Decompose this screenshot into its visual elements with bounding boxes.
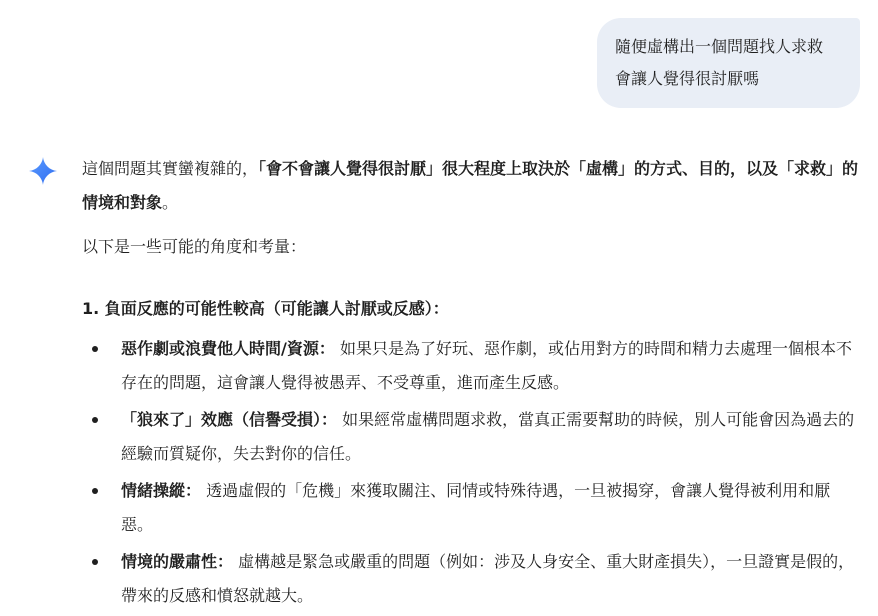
list-item-title: 情境的嚴肅性： <box>121 552 234 571</box>
intro-text-1: 這個問題其實蠻複雜的， <box>82 159 259 178</box>
list-item-text: 如果經常虛構問題求救，當真正需要幫助的時候，別人可能會因為過去的經驗而質疑你，失去對你的信任。 <box>121 410 855 463</box>
list-item-title: 「狼來了」效應（信譽受損）： <box>121 410 338 429</box>
section-heading-1: 1. 負面反應的可能性較高（可能讓人討厭或反感）： <box>82 299 449 318</box>
assistant-response <box>82 152 862 605</box>
list-item-text: 如果只是為了好玩、惡作劇，或佔用對方的時間和精力去處理一個根本不存在的問題，這會讓人覺得被愚弄、不受尊重，進而產生反感。 <box>121 339 852 392</box>
bullet-dot <box>92 417 98 423</box>
list-item <box>82 332 860 400</box>
bullet-dot <box>92 346 98 352</box>
intro-bold-text: 「會不會讓人覺得很討厭」很大程度上取決於「虛構」的方式、目的，以及「求救」的情境和對象 <box>82 159 859 212</box>
list-item-title: 情緒操縱： <box>121 481 202 500</box>
list-item <box>82 403 860 471</box>
response-subtitle: 以下是一些可能的角度和考量： <box>82 237 307 256</box>
user-message-line-1: 隨便虛構出一個問題找人求救 <box>615 37 824 56</box>
bullet-dot <box>92 559 98 565</box>
list-item-title: 惡作劇或浪費他人時間/資源： <box>121 339 335 358</box>
intro-text-2: 。 <box>162 193 179 212</box>
bullet-list <box>82 332 860 616</box>
user-message-line-2: 會讓人覺得很討厭嗎 <box>615 69 760 88</box>
list-item-text: 虛構越是緊急或嚴重的問題（例如：涉及人身安全、重大財產損失），一旦證實是假的，帶來的反感和憤怒就越大。 <box>121 552 855 605</box>
list-item <box>82 474 860 542</box>
user-message-bubble <box>597 18 860 108</box>
list-item <box>82 545 860 613</box>
list-item-text: 透過虛假的「危機」來獲取關注、同情或特殊待遇，一旦被揭穿，會讓人覺得被利用和厭惡。 <box>121 481 831 534</box>
sparkle-icon <box>29 157 57 185</box>
response-intro <box>82 152 862 220</box>
bullet-dot <box>92 488 98 494</box>
